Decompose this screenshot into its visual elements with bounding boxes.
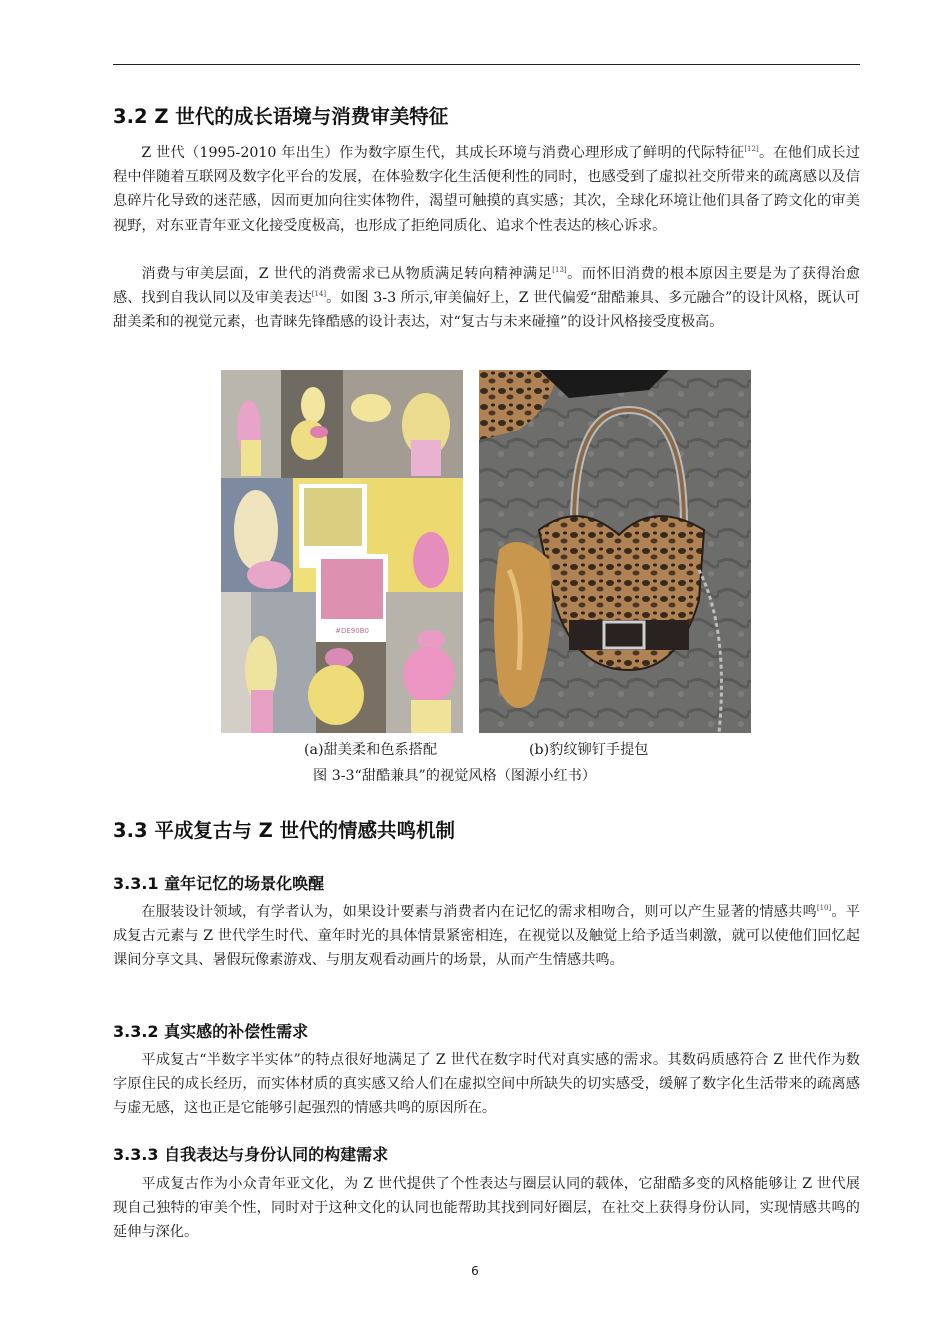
yellow-color-swatch <box>304 488 362 546</box>
subsection-heading-3-3-2: 3.3.2 真实感的补偿性需求 <box>113 1022 309 1041</box>
section-heading-3-2: 3.2 Z 世代的成长语境与消费审美特征 <box>113 105 449 128</box>
subsection-heading-3-3-3: 3.3.3 自我表达与身份认同的构建需求 <box>113 1145 389 1164</box>
figure-a-subcaption: (a)甜美柔和色系搭配 <box>304 742 438 758</box>
figure-a-collage-image <box>221 370 463 733</box>
paragraph-consumption-aesthetics: 消费与审美层面，Z 世代的消费需求已从物质满足转向精神满足[13]。而怀旧消费的根本原因主要是为了获得治愈感、找到自我认同以及审美表达[14]。如图 3-3 所示,审美偏好上，Z 世代偏爱“甜酷兼具、多元融合”的设计风格，既认可甜美柔和的视觉元素，也青睐先锋酷感的设计表达，对“复古与未来碰撞”的设计风格接受度极高。 <box>113 266 860 331</box>
citation-12: [12] <box>744 145 759 153</box>
citation-10: [10] <box>816 904 832 912</box>
figure-b-subcaption: (b)豹纹铆钉手提包 <box>529 742 649 758</box>
paragraph-gen-z-intro: Z 世代（1995-2010 年出生）作为数字原生代，其成长环境与消费心理形成了鲜明的代际特征[12]。在他们成长过程中伴随着互联网及数字化平台的发展，在体验数字化生活便利性的同时，也感受到了虚拟社交所带来的疏离感以及信息碎片化导致的迷茫感，因而更加向往实体物件，渴望可触摸的真实感；其次，全球化环境让他们具备了跨文化的审美视野，对东亚青年亚文化接受度极高，也形成了拒绝同质化、追求个性表达的核心诉求。 <box>113 145 860 234</box>
figure-caption: 图 3-3“甜酷兼具”的视觉风格（图源小红书） <box>313 768 597 784</box>
paragraph-self-expression: 平成复古作为小众青年亚文化，为 Z 世代提供了个性表达与圈层认同的载体，它甜酷多变的风格能够让 Z 世代展现自己独特的审美个性，同时对于这种文化的认同也能帮助其找到同好圈层，在社交上获得身份认同，实现情感共鸣的延伸与深化。 <box>113 1176 860 1241</box>
header-rule <box>113 64 860 65</box>
citation-13: [13] <box>552 266 567 274</box>
citation-14: [14] <box>311 290 327 299</box>
paragraph-childhood-memory: 在服装设计领域，有学者认为，如果设计要素与消费者内在记忆的需求相吻合，则可以产生显著的情感共鸣[10]。平成复古元素与 Z 世代学生时代、童年时光的具体情景紧密相连，在视觉以及触觉上给予适当刺激，就可以使他们回忆起课间分享文具、暑假玩像素游戏、与朋友观看动画片的场景，从而产生情感共鸣。 <box>113 904 860 969</box>
subsection-heading-3-3-1: 3.3.1 童年记忆的场景化唤醒 <box>113 874 325 893</box>
paragraph-authenticity-need: 平成复古“半数字半实体”的特点很好地满足了 Z 世代在数字时代对真实感的需求。其数码质感符合 Z 世代作为数字原住民的成长经历，而实体材质的真实感又给人们在虚拟空间中所缺失的切实感受，缓解了数字化生活带来的疏离感与虚无感，这也正是它能够引起强烈的情感共鸣的原因所在。 <box>113 1052 860 1117</box>
pink-color-swatch <box>321 559 383 619</box>
figure-b-leopard-bag-image <box>479 370 751 733</box>
pink-swatch-hex-label: #DE90B0 <box>335 627 369 635</box>
page-number: 6 <box>471 1264 479 1278</box>
section-heading-3-3: 3.3 平成复古与 Z 世代的情感共鸣机制 <box>113 819 456 842</box>
